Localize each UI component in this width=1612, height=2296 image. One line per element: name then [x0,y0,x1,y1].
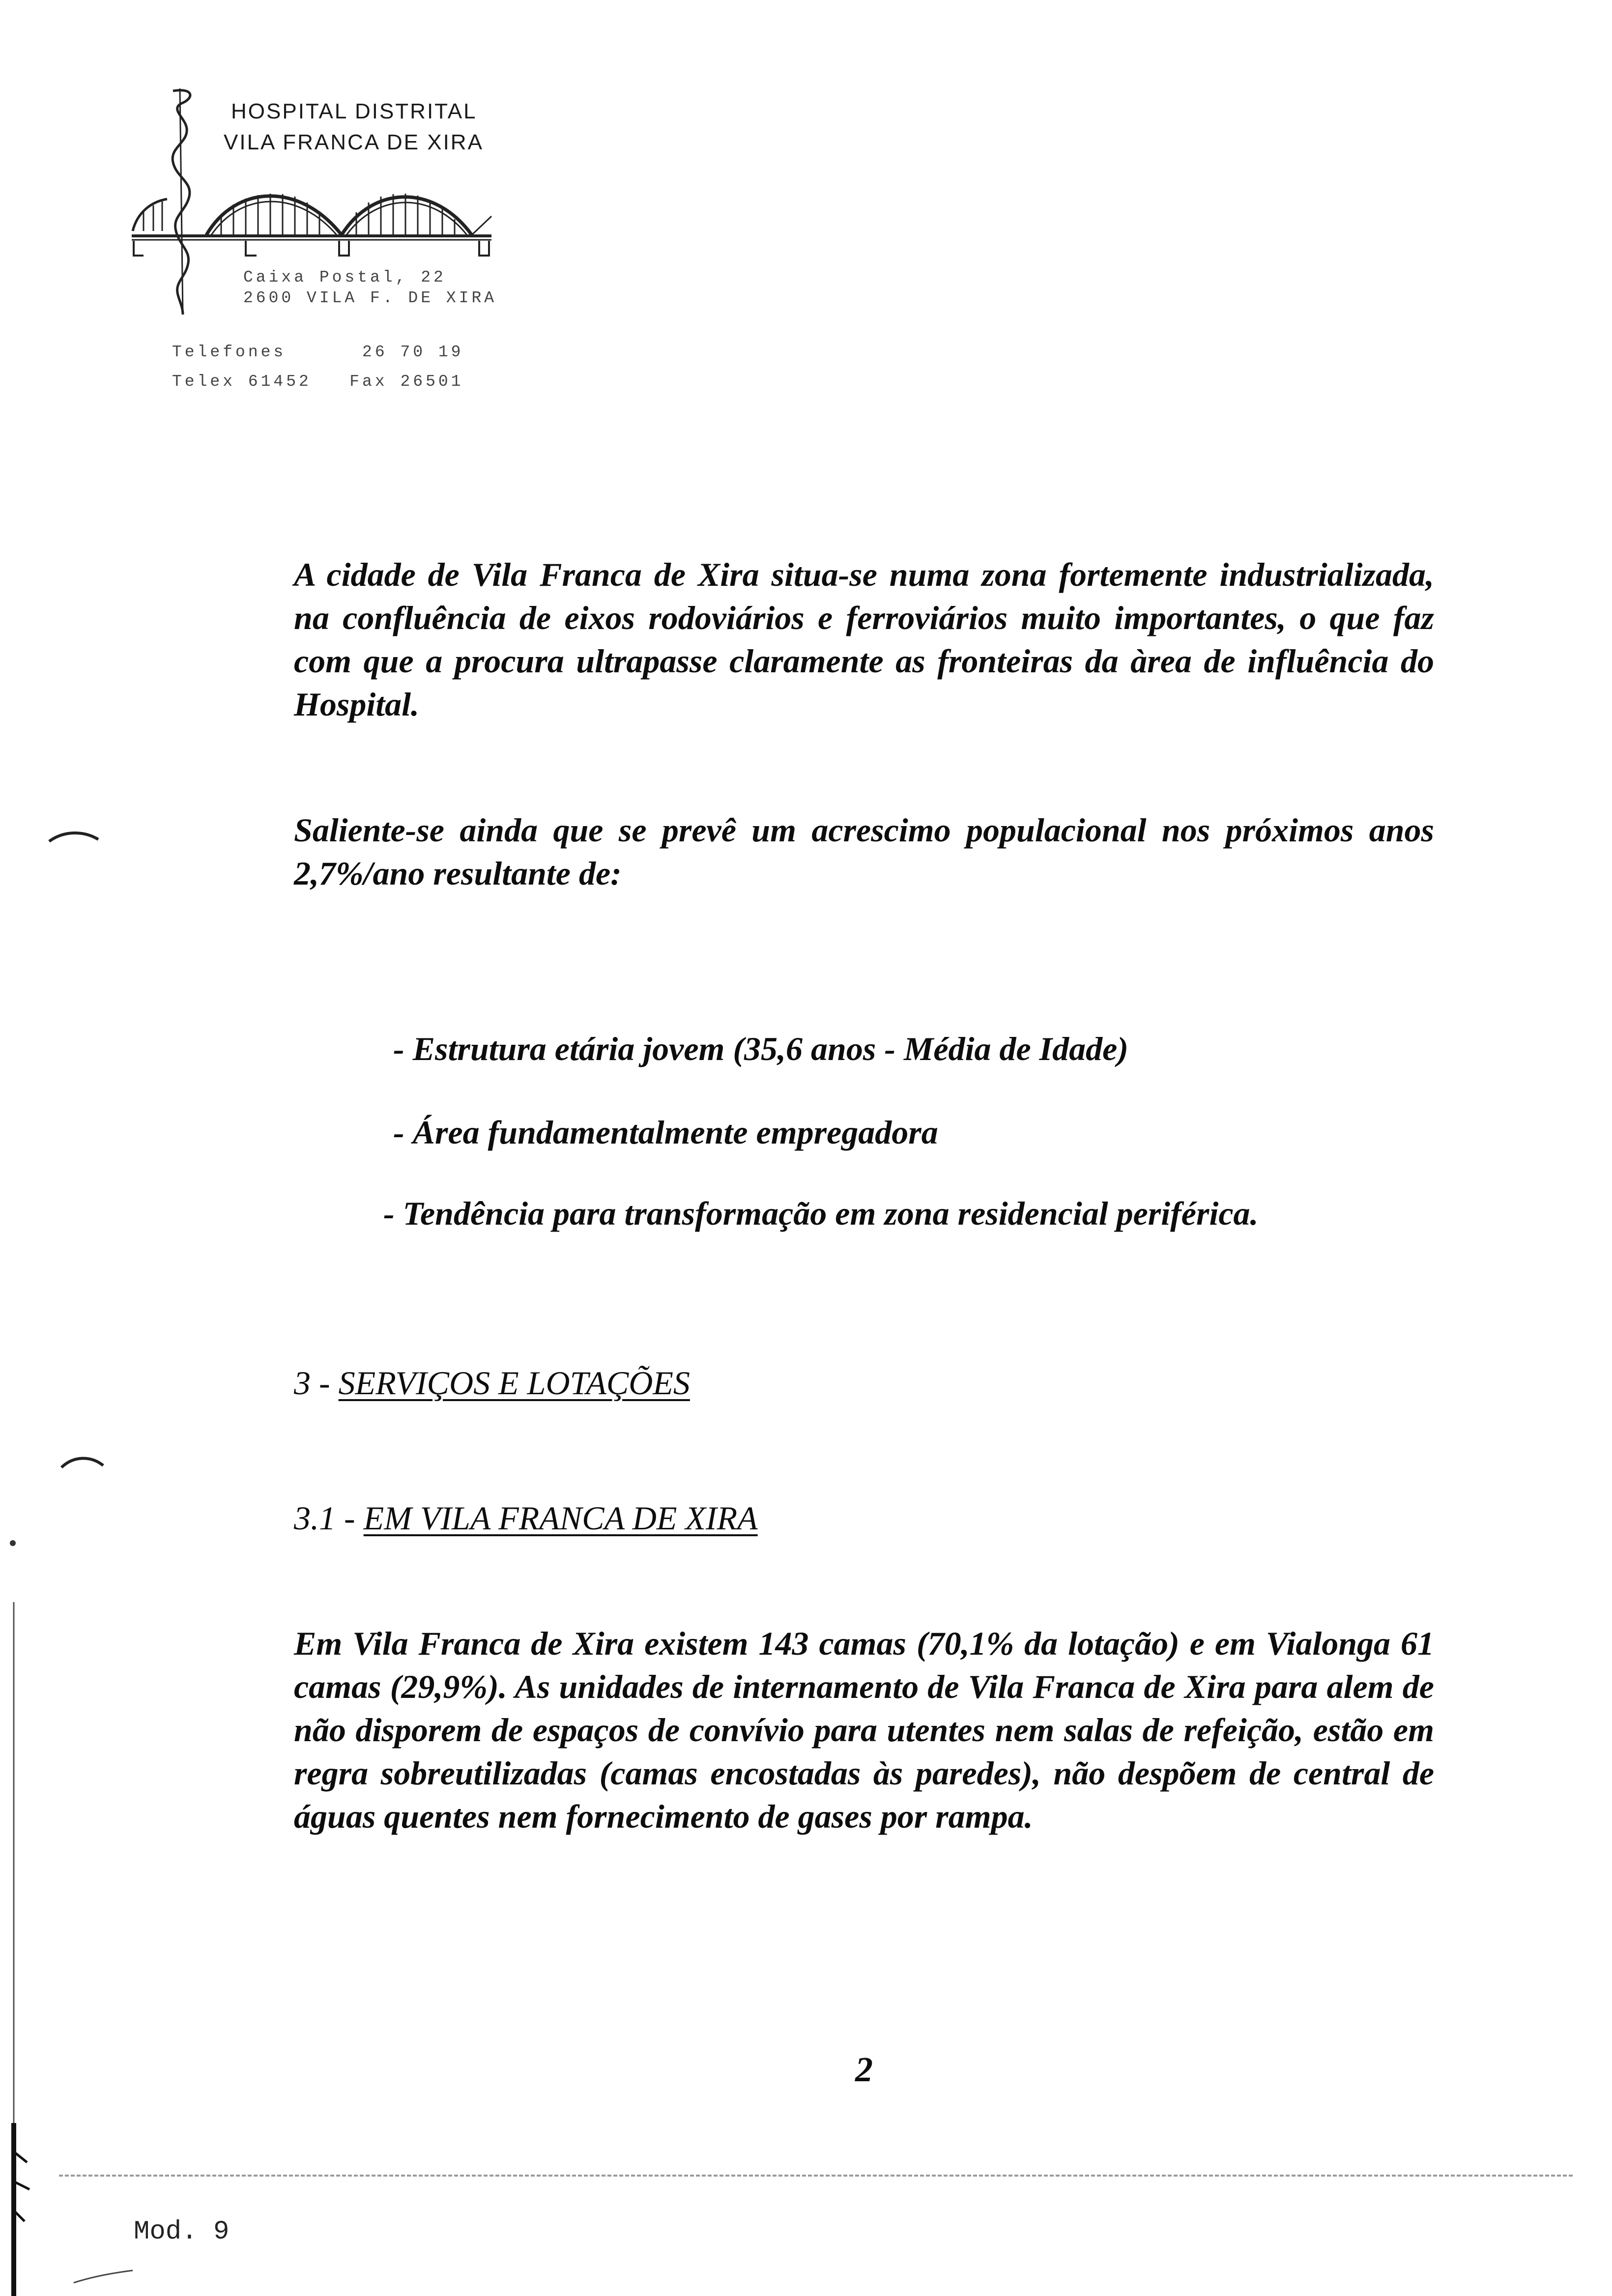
form-label: Mod. 9 [134,2217,230,2247]
address-line1: Caixa Postal, 22 [243,268,446,287]
hospital-name-line2: VILA FRANCA DE XIRA [224,130,484,154]
subsection-title: EM VILA FRANCA DE XIRA [363,1499,758,1537]
bullet-item: - Estrutura etária jovem (35,6 anos - Média de Idade) [393,1030,1128,1067]
phone-numbers: Telefones 26 70 19 [172,343,464,361]
paragraph-population-growth: Saliente-se ainda que se prevê um acrescimo populacional nos próximos anos 2,7%/ano resultante de: [294,811,1434,892]
paragraph-bed-capacity: Em Vila Franca de Xira existem 143 camas (70,1% da lotação) e em Vialonga 61 camas (29,9%). As unidades de internamento de Vila Franca de Xira para alem de não disporem de espaços de convívio para utentes nem salas de refeição, estão em regra sobreutilizadas (camas encostadas às paredes), não despõem de central de águas quentes nem fornecimento de gases por rampa. [294,1625,1434,1835]
page-number: 2 [855,2050,873,2089]
bullet-item: - Área fundamentalmente empregadora [393,1114,938,1151]
telex-fax: Telex 61452 Fax 26501 [172,373,464,391]
address-line2: 2600 VILA F. DE XIRA [243,289,497,307]
section-number: 3 - [294,1364,339,1402]
bullet-item: - Tendência para transformação em zona residencial periférica. [383,1195,1259,1232]
subsection-number: 3.1 - [294,1499,364,1537]
hospital-name-line1: HOSPITAL DISTRITAL [231,99,477,123]
section-title: SERVIÇOS E LOTAÇÕES [338,1364,690,1402]
paragraph-city-context: A cidade de Vila Franca de Xira situa-se numa zona fortemente industrializada, na confluência de eixos rodoviários e ferroviários muito importantes, o que faz com que a procura ultrapasse claramente as fronteiras da àrea de influência do Hospital. [294,556,1434,723]
